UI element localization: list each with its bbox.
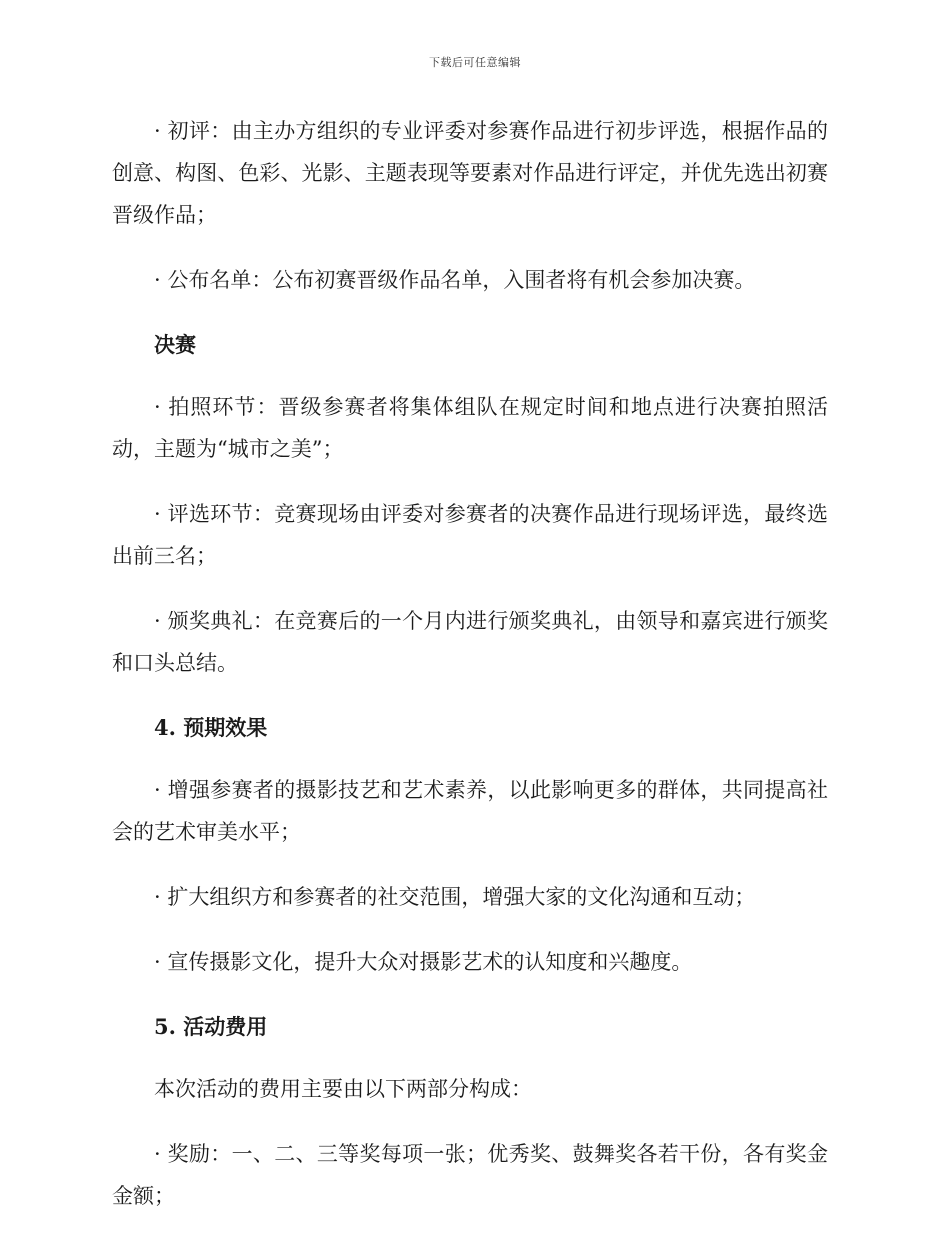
header-note: 下载后可任意编辑 [429, 56, 521, 69]
paragraph-preliminary-review: · 初评：由主办方组织的专业评委对参赛作品进行初步评选，根据作品的创意、构图、色彩、光影、主题表现等要素对作品进行评定，并优先选出初赛晋级作品； [112, 119, 828, 227]
paragraph-effect-skills: · 增强参赛者的摄影技艺和艺术素养，以此影响更多的群体，共同提高社会的艺术审美水平； [112, 778, 828, 844]
section-heading-expected-effects: 4. 预期效果 [154, 715, 268, 740]
paragraph-award-ceremony: · 颁奖典礼：在竞赛后的一个月内进行颁奖典礼，由领导和嘉宾进行颁奖和口头总结。 [112, 609, 828, 675]
paragraph-effect-culture: · 宣传摄影文化，提升大众对摄影艺术的认知度和兴趣度。 [154, 950, 693, 974]
section-heading-final: 决赛 [154, 332, 196, 357]
paragraph-photo-session: · 拍照环节：晋级参赛者将集体组队在规定时间和地点进行决赛拍照活动，主题为“城市之美”； [112, 395, 828, 461]
paragraph-cost-intro: 本次活动的费用主要由以下两部分构成： [154, 1077, 532, 1101]
paragraph-publish-list: · 公布名单：公布初赛晋级作品名单，入围者将有机会参加决赛。 [154, 268, 756, 292]
paragraph-effect-social: · 扩大组织方和参赛者的社交范围，增强大家的文化沟通和互动； [154, 885, 756, 909]
paragraph-cost-awards: · 奖励：一、二、三等奖每项一张；优秀奖、鼓舞奖各若干份，各有奖金金额； [112, 1142, 828, 1208]
document-body [112, 110, 828, 1240]
section-heading-costs: 5. 活动费用 [154, 1014, 268, 1039]
paragraph-selection: · 评选环节：竞赛现场由评委对参赛者的决赛作品进行现场评选，最终选出前三名； [112, 502, 828, 568]
